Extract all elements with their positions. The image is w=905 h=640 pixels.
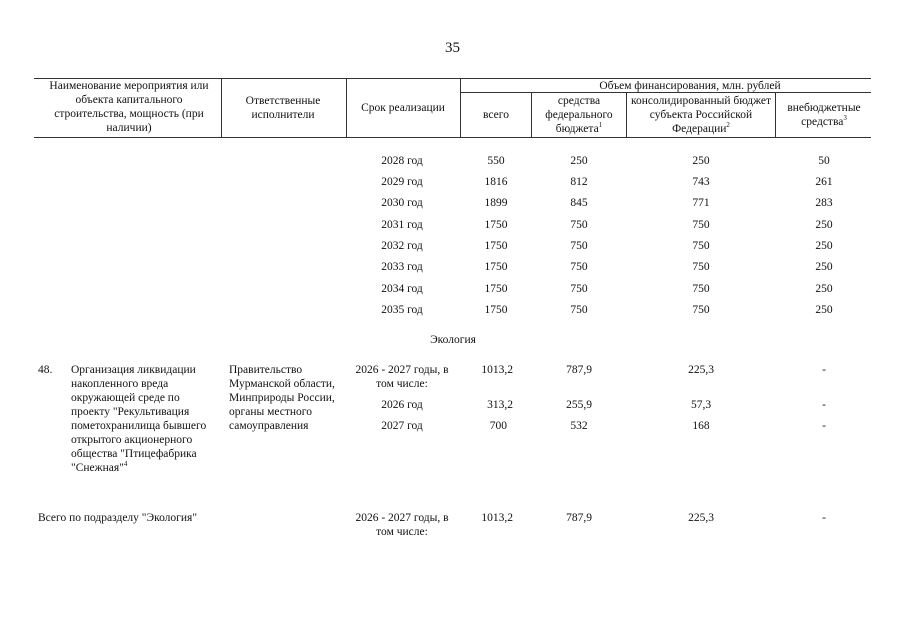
header-extrabudget-footnote: 3 — [843, 114, 847, 123]
federal-value: 845 — [570, 197, 588, 209]
regional-value: 750 — [692, 240, 710, 252]
header-divider-3 — [460, 78, 461, 137]
regional-value: 750 — [692, 304, 710, 316]
header-total-column: всего — [483, 109, 509, 121]
year-label: 2035 год — [381, 304, 423, 316]
total-value: 1750 — [484, 219, 508, 231]
regional-value: 743 — [692, 176, 710, 188]
federal-value: 255,9 — [566, 399, 592, 411]
page-number: 35 — [445, 40, 460, 56]
year-label: 2032 год — [381, 240, 423, 252]
header-name-column: Наименование мероприятия или объекта капитального строительства, мощность (при наличии) — [49, 80, 209, 134]
year-label: 2027 год — [381, 420, 423, 432]
item-responsible: Правительство Мурманской области, Минприроды России, органы местного самоуправления — [229, 364, 335, 432]
header-federal-label: средства федерального бюджета — [545, 95, 613, 135]
year-label: 2030 год — [381, 197, 423, 209]
federal-value: 750 — [570, 219, 588, 231]
regional-value: 750 — [692, 219, 710, 231]
header-regional-label: консолидированный бюджет субъекта Российской Федерации — [630, 95, 772, 135]
federal-value: 750 — [570, 240, 588, 252]
total-value: 700 — [489, 420, 507, 432]
year-label: 2033 год — [381, 261, 423, 273]
extrabudget-value: 250 — [815, 304, 833, 316]
extrabudget-value: 250 — [815, 261, 833, 273]
total-value: 1750 — [484, 240, 508, 252]
regional-value: 750 — [692, 283, 710, 295]
total-value: 1816 — [484, 176, 508, 188]
header-divider-4 — [531, 92, 532, 137]
item-name-text: Организация ликвидации накопленного вреда окружающей среде по проекту "Рекультивация пометохранилища бывшего открытого акционерного общества "Птицефабрика "Снежная" — [71, 364, 207, 474]
federal-value: 812 — [570, 176, 588, 188]
federal-value: 750 — [570, 304, 588, 316]
year-label: 2034 год — [381, 283, 423, 295]
header-responsible-column: Ответственные исполнители — [245, 95, 321, 121]
extrabudget-value: 250 — [815, 219, 833, 231]
subsection-federal-value: 787,9 — [566, 512, 592, 524]
subsection-total-period: 2026 - 2027 годы, в том числе: — [355, 512, 449, 538]
total-value: 1013,2 — [481, 364, 513, 376]
federal-value: 750 — [570, 261, 588, 273]
header-funding-group: Объем финансирования, млн. рублей — [599, 80, 781, 92]
year-label: 2031 год — [381, 219, 423, 231]
header-bottom-rule — [34, 137, 871, 138]
extrabudget-value: 250 — [815, 283, 833, 295]
extrabudget-value: - — [822, 399, 826, 411]
regional-value: 57,3 — [690, 399, 712, 411]
header-regional-column — [628, 94, 774, 136]
total-value: 1750 — [484, 261, 508, 273]
header-federal-column — [533, 94, 625, 136]
header-regional-footnote: 2 — [726, 121, 730, 130]
header-extrabudget-column — [778, 101, 870, 129]
extrabudget-value: 50 — [818, 155, 830, 167]
regional-value: 225,3 — [688, 364, 714, 376]
extrabudget-value: 283 — [815, 197, 833, 209]
subsection-regional-value: 225,3 — [688, 512, 714, 524]
total-value: 1750 — [484, 304, 508, 316]
regional-value: 771 — [692, 197, 710, 209]
total-value: 313,2 — [487, 399, 513, 411]
extrabudget-value: - — [822, 420, 826, 432]
section-title: Экология — [430, 334, 476, 346]
header-federal-footnote: 1 — [598, 121, 603, 130]
federal-value: 250 — [570, 155, 588, 167]
header-divider-1 — [221, 78, 222, 137]
subsection-extrabudget-value: - — [822, 512, 826, 524]
regional-value: 750 — [692, 261, 710, 273]
header-divider-5 — [626, 92, 627, 137]
subsection-total-label: Всего по подразделу "Экология" — [38, 512, 198, 524]
federal-value: 787,9 — [566, 364, 592, 376]
extrabudget-value: 261 — [815, 176, 833, 188]
header-divider-2 — [346, 78, 347, 137]
item-number: 48. — [38, 364, 53, 376]
item-name-footnote: 4 — [123, 460, 128, 469]
total-value: 1899 — [484, 197, 508, 209]
regional-value: 168 — [692, 420, 710, 432]
federal-value: 532 — [570, 420, 588, 432]
year-label: 2029 год — [381, 176, 423, 188]
header-extrabudget-label: внебюджетные средства — [787, 102, 861, 128]
total-value: 1750 — [484, 283, 508, 295]
subsection-total-value: 1013,2 — [481, 512, 513, 524]
year-label: 2026 год — [381, 399, 423, 411]
header-term-column: Срок реализации — [361, 102, 445, 114]
item-period-label: 2026 - 2027 годы, в том числе: — [355, 364, 449, 390]
federal-value: 750 — [570, 283, 588, 295]
item-name — [71, 363, 216, 475]
total-value: 550 — [487, 155, 505, 167]
extrabudget-value: 250 — [815, 240, 833, 252]
regional-value: 250 — [692, 155, 710, 167]
extrabudget-value: - — [822, 364, 826, 376]
year-label: 2028 год — [381, 155, 423, 167]
header-divider-6 — [775, 92, 776, 137]
